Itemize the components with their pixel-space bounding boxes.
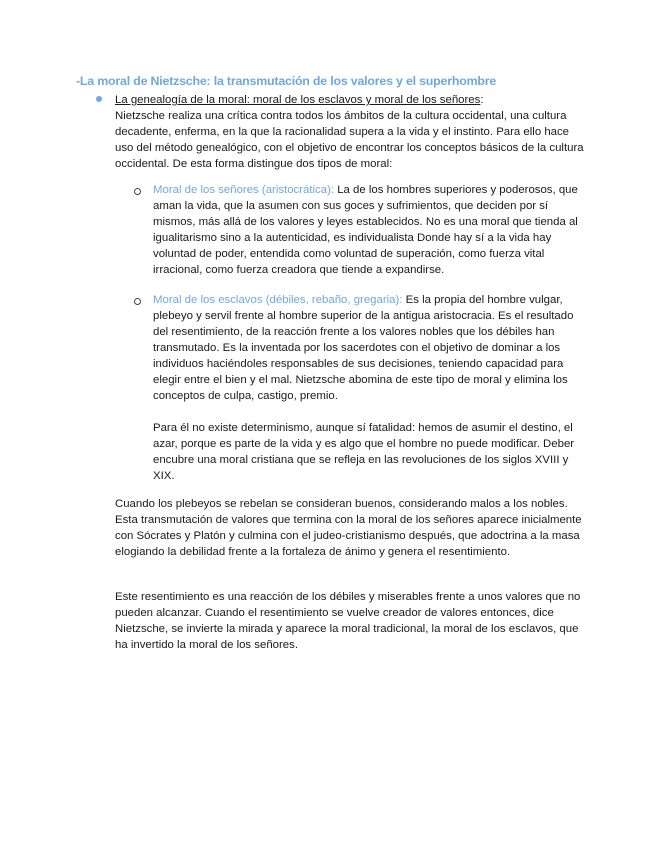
item-term: Moral de los esclavos (débiles, rebaño, gregaria): [153,294,403,306]
section-heading-colon: : [480,94,484,106]
item-text: La de los hombres superiores y poderosos, que aman la vida, que la asumen con sus goces y sufrimientos, que deciden por sí mismos, más allá de los valores y leyes establecidos. No es una moral que tienda al igualitarismo sino a la autenticidad, es individualista Donde hay sí a la vida hay voluntad de poder, entendida como voluntad de superación, como fuerza vital irracional, como fuerza creadora que tiende a expandirse. [153,184,578,276]
paragraph: Este resentimiento es una reacción de los débiles y miserables frente a unos valores que no pueden alcanzar. Cuando el resentimiento se vuelve creador de valores entonces, dice Nietzsche, se invierte la mirada y aparece la moral tradicional, la moral de los esclavos, que ha invertido la moral de los señores. [115,591,581,651]
section-genealogy [115,92,585,172]
section-intro: Nietzsche realiza una crítica contra todos los ámbitos de la cultura occidental, una cultura decadente, enferma, en la que la racionalidad supera a la vida y el instinto. Para ello hace uso del método genealógico, con el objetivo de encontrar los conceptos básicos de la cultura occidental. De esta forma distingue dos tipos de moral: [115,110,584,170]
section-heading: La genealogía de la moral: moral de los esclavos y moral de los señores [115,94,481,106]
circle-bullet-icon [134,298,141,305]
paragraph-transmutacion [115,496,585,560]
document-title: -La moral de Nietzsche: la transmutación de los valores y el superhombre [76,74,497,88]
list-item-moral-esclavos [153,292,585,484]
list-item-moral-senores [153,182,585,278]
item-extra: Para él no existe determinismo, aunque sí fatalidad: hemos de asumir el destino, el azar, porque es parte de la vida y es algo que el hombre no puede modificar. Deber encubre una moral cristiana que se refleja en las revoluciones de los siglos XVIII y XIX. [153,422,575,482]
bullet-dot-icon [96,96,102,102]
circle-bullet-icon [134,188,141,195]
paragraph-resentimiento [115,589,585,653]
item-text: Es la propia del hombre vulgar, plebeyo y servil frente al hombre superior de la antigua aristocracia. Es el resultado del resentimiento, de la reacción frente a los valores nobles que los débiles han transmutado. Es la inventada por los sacerdotes con el objetivo de dominar a los individuos haciéndoles responsables de sus decisiones, teniendo capacidad para elegir entre el bien y el mal. Nietzsche abomina de este tipo de moral y elimina los conceptos de culpa, castigo, premio. [153,294,574,402]
item-term: Moral de los señores (aristocrática): [153,184,335,196]
paragraph: Cuando los plebeyos se rebelan se consideran buenos, considerando malos a los nobles. Esta transmutación de valores que termina con la moral de los señores aparece inicialmente con Sócrates y Platón y culmina con el judeo-cristianismo después, que adoctrina a la masa elogiando la debilidad frente a la fortaleza de ánimo y genera el resentimiento. [115,498,582,558]
